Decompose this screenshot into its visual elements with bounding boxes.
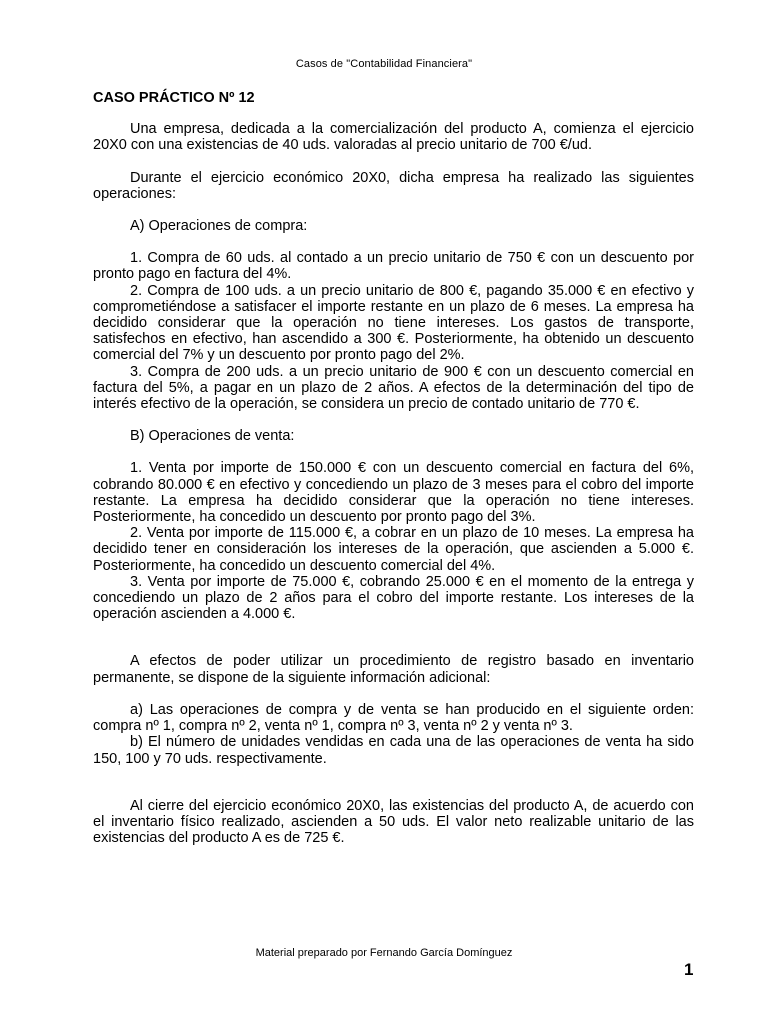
additional-info-b: b) El número de unidades vendidas en cada una de las operaciones de venta ha sido 150, 100 y 70 uds. respectivamente. (93, 734, 694, 767)
additional-info-intro: A efectos de poder utilizar un procedimiento de registro basado en inventario permanente, se dispone de la siguiente información adicional: (93, 653, 694, 686)
intro-paragraph-2: Durante el ejercicio económico 20X0, dicha empresa ha realizado las siguientes operaciones: (93, 169, 694, 202)
purchases-heading: A) Operaciones de compra: (130, 218, 308, 235)
page-footer: Material preparado por Fernando García Domínguez (255, 947, 513, 959)
page-header: Casos de "Contabilidad Financiera" (295, 58, 473, 70)
page-number: 1 (684, 960, 694, 979)
purchase-item-1: 1. Compra de 60 uds. al contado a un precio unitario de 750 € con un descuento por pronto pago en factura del 4%. (93, 250, 694, 283)
sales-heading: B) Operaciones de venta: (130, 428, 295, 445)
additional-info-a: a) Las operaciones de compra y de venta se han producido en el siguiente orden: compra nº 1, compra nº 2, venta nº 1, compra nº 3, venta nº 2 y venta nº 3. (93, 701, 694, 735)
purchase-item-3: 3. Compra de 200 uds. a un precio unitario de 900 € con un descuento comercial en factura del 5%, a pagar en un plazo de 2 años. A efectos de la determinación del tipo de interés efectivo de la operación, se considera un precio de contado unitario de 770 €. (93, 363, 694, 413)
intro-paragraph-1: Una empresa, dedicada a la comercialización del producto A, comienza el ejercicio 20X0 con una existencias de 40 uds. valoradas al precio unitario de 700 €/ud. (93, 121, 694, 154)
sale-item-3: 3. Venta por importe de 75.000 €, cobrando 25.000 € en el momento de la entrega y concediendo un plazo de 2 años para el cobro del importe restante. Los intereses de la operación ascienden a 4.000 €. (93, 573, 694, 623)
case-title: CASO PRÁCTICO Nº 12 (93, 90, 255, 106)
sale-item-1: 1. Venta por importe de 150.000 € con un descuento comercial en factura del 6%, cobrando 80.000 € en efectivo y concediendo un plazo de 3 meses para el cobro del importe restante. La empresa ha decidido considerar que la operación no tiene intereses. Posteriormente, ha concedido un descuento por pronto pago del 3%. (93, 460, 694, 526)
purchase-item-2: 2. Compra de 100 uds. a un precio unitario de 800 €, pagando 35.000 € en efectivo y comprometiéndose a satisfacer el importe restante en un plazo de 6 meses. La empresa ha decidido considerar que la operación no tiene intereses. Los gastos de transporte, satisfechos en efectivo, han ascendido a 300 €. Posteriormente, ha obtenido un descuento comercial del 7% y un descuento por pronto pago del 2%. (93, 282, 694, 364)
document-body (93, 90, 694, 846)
sale-item-2: 2. Venta por importe de 115.000 €, a cobrar en un plazo de 10 meses. La empresa ha decidido tener en consideración los intereses de la operación, que ascienden a 5.000 €. Posteriormente, ha concedido un descuento comercial del 4%. (93, 525, 694, 574)
closing-paragraph: Al cierre del ejercicio económico 20X0, las existencias del producto A, de acuerdo con el inventario físico realizado, ascienden a 50 uds. El valor neto realizable unitario de las existencias del producto A es de 725 €. (93, 797, 694, 847)
